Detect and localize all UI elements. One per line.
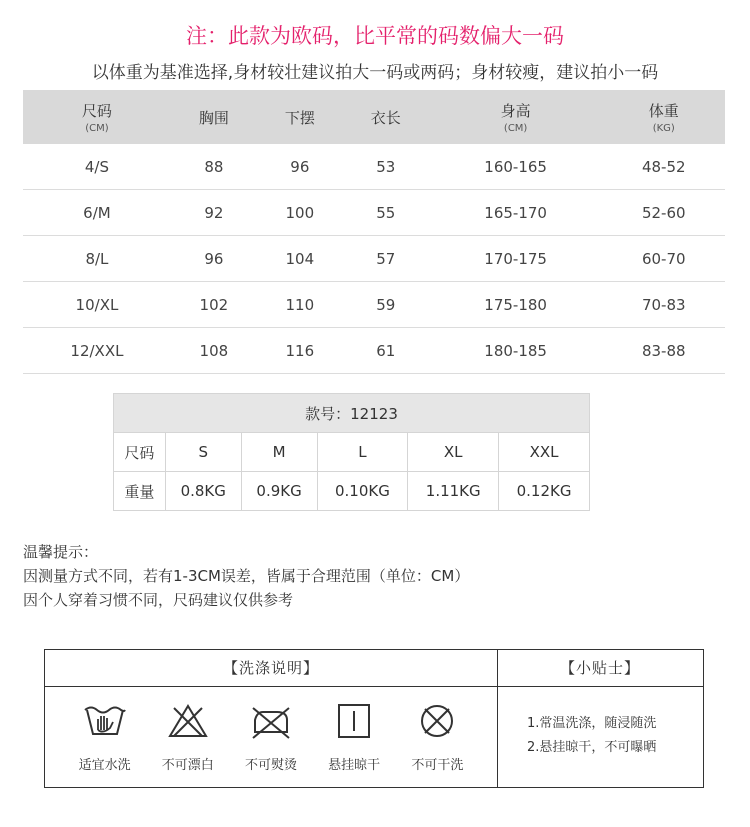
table-cell: 0.10KG xyxy=(317,472,408,511)
small-tips xyxy=(497,650,703,787)
table-cell: 4/S xyxy=(23,144,171,190)
care-item xyxy=(153,702,223,773)
table-cell: 160-165 xyxy=(429,144,603,190)
care-instructions-box xyxy=(44,649,704,788)
list-item: 2.悬挂晾干，不可曝晒 xyxy=(527,740,657,755)
header-length: 衣长 xyxy=(343,90,429,144)
table-row xyxy=(23,282,725,328)
table-cell: 165-170 xyxy=(429,190,603,236)
wash-instructions xyxy=(45,650,498,787)
product-weight-table xyxy=(113,393,590,511)
table-cell: XXL xyxy=(499,433,590,472)
small-tips-list xyxy=(527,712,656,760)
table-cell: 83-88 xyxy=(603,328,726,374)
size-advice: 以体重为基准选择,身材较壮建议拍大一码或两码；身材较瘦，建议拍小一码 xyxy=(91,63,659,83)
header-height: 身高 (CM) xyxy=(429,90,603,144)
table-cell: 55 xyxy=(343,190,429,236)
euro-size-notice: 注：此款为欧码，比平常的码数偏大一码 xyxy=(186,24,564,48)
tips-title: 温馨提示： xyxy=(23,543,99,561)
tips-line: 因个人穿着习惯不同，尺码建议仅供参考 xyxy=(23,591,294,609)
table-cell: 1.11KG xyxy=(408,472,499,511)
small-tips-header: 【小贴士】 xyxy=(497,650,703,687)
table-cell: 0.12KG xyxy=(499,472,590,511)
size-chart-table xyxy=(23,90,725,374)
table-cell: 108 xyxy=(171,328,257,374)
care-item xyxy=(319,702,389,773)
weight-value-row xyxy=(114,472,590,511)
warm-tips xyxy=(23,540,469,612)
style-number-row xyxy=(114,394,590,433)
table-cell: 102 xyxy=(171,282,257,328)
table-cell: 59 xyxy=(343,282,429,328)
table-cell: 6/M xyxy=(23,190,171,236)
care-label: 不可漂白 xyxy=(161,758,214,773)
header-chest: 胸围 xyxy=(171,90,257,144)
table-cell: 8/L xyxy=(23,236,171,282)
care-label: 不可熨烫 xyxy=(244,758,297,773)
table-row xyxy=(23,144,725,190)
list-item: 1.常温洗涤，随浸随洗 xyxy=(527,716,657,731)
style-number: 款号：12123 xyxy=(114,394,590,433)
table-cell: 10/XL xyxy=(23,282,171,328)
size-chart-header-row xyxy=(23,90,725,144)
table-row xyxy=(23,236,725,282)
header-weight: 体重 (KG) xyxy=(603,90,726,144)
table-cell: 60-70 xyxy=(603,236,726,282)
no-dry-clean-icon xyxy=(415,702,459,740)
no-bleach-icon xyxy=(166,702,210,740)
table-cell: 116 xyxy=(257,328,343,374)
table-cell: XL xyxy=(408,433,499,472)
table-cell: 52-60 xyxy=(603,190,726,236)
care-item xyxy=(70,702,140,773)
table-cell: 88 xyxy=(171,144,257,190)
table-cell: M xyxy=(241,433,317,472)
hang-dry-icon xyxy=(332,702,376,740)
table-row xyxy=(23,328,725,374)
table-cell: L xyxy=(317,433,408,472)
tips-line: 因测量方式不同，若有1-3CM误差，皆属于合理范围（单位：CM） xyxy=(23,567,470,585)
table-cell: 重量 xyxy=(114,472,166,511)
care-label: 不可干洗 xyxy=(411,758,464,773)
table-cell: 175-180 xyxy=(429,282,603,328)
table-cell: 48-52 xyxy=(603,144,726,190)
weight-size-row xyxy=(114,433,590,472)
header-size: 尺码 (CM) xyxy=(23,90,171,144)
table-cell: 100 xyxy=(257,190,343,236)
table-cell: 180-185 xyxy=(429,328,603,374)
wash-header: 【洗涤说明】 xyxy=(45,650,497,687)
table-cell: 92 xyxy=(171,190,257,236)
care-item xyxy=(402,702,472,773)
table-cell: 70-83 xyxy=(603,282,726,328)
care-item xyxy=(236,702,306,773)
table-cell: 96 xyxy=(171,236,257,282)
care-label: 适宜水洗 xyxy=(78,758,131,773)
table-cell: S xyxy=(165,433,241,472)
table-cell: 0.9KG xyxy=(241,472,317,511)
header-hem: 下摆 xyxy=(257,90,343,144)
table-cell: 57 xyxy=(343,236,429,282)
table-cell: 110 xyxy=(257,282,343,328)
table-cell: 96 xyxy=(257,144,343,190)
table-cell: 尺码 xyxy=(114,433,166,472)
care-label: 悬挂晾干 xyxy=(328,758,381,773)
table-cell: 0.8KG xyxy=(165,472,241,511)
wash-icons xyxy=(45,702,497,773)
hand-wash-icon xyxy=(83,702,127,740)
table-cell: 12/XXL xyxy=(23,328,171,374)
table-cell: 53 xyxy=(343,144,429,190)
table-cell: 61 xyxy=(343,328,429,374)
table-cell: 170-175 xyxy=(429,236,603,282)
no-iron-icon xyxy=(249,702,293,740)
table-cell: 104 xyxy=(257,236,343,282)
table-row xyxy=(23,190,725,236)
